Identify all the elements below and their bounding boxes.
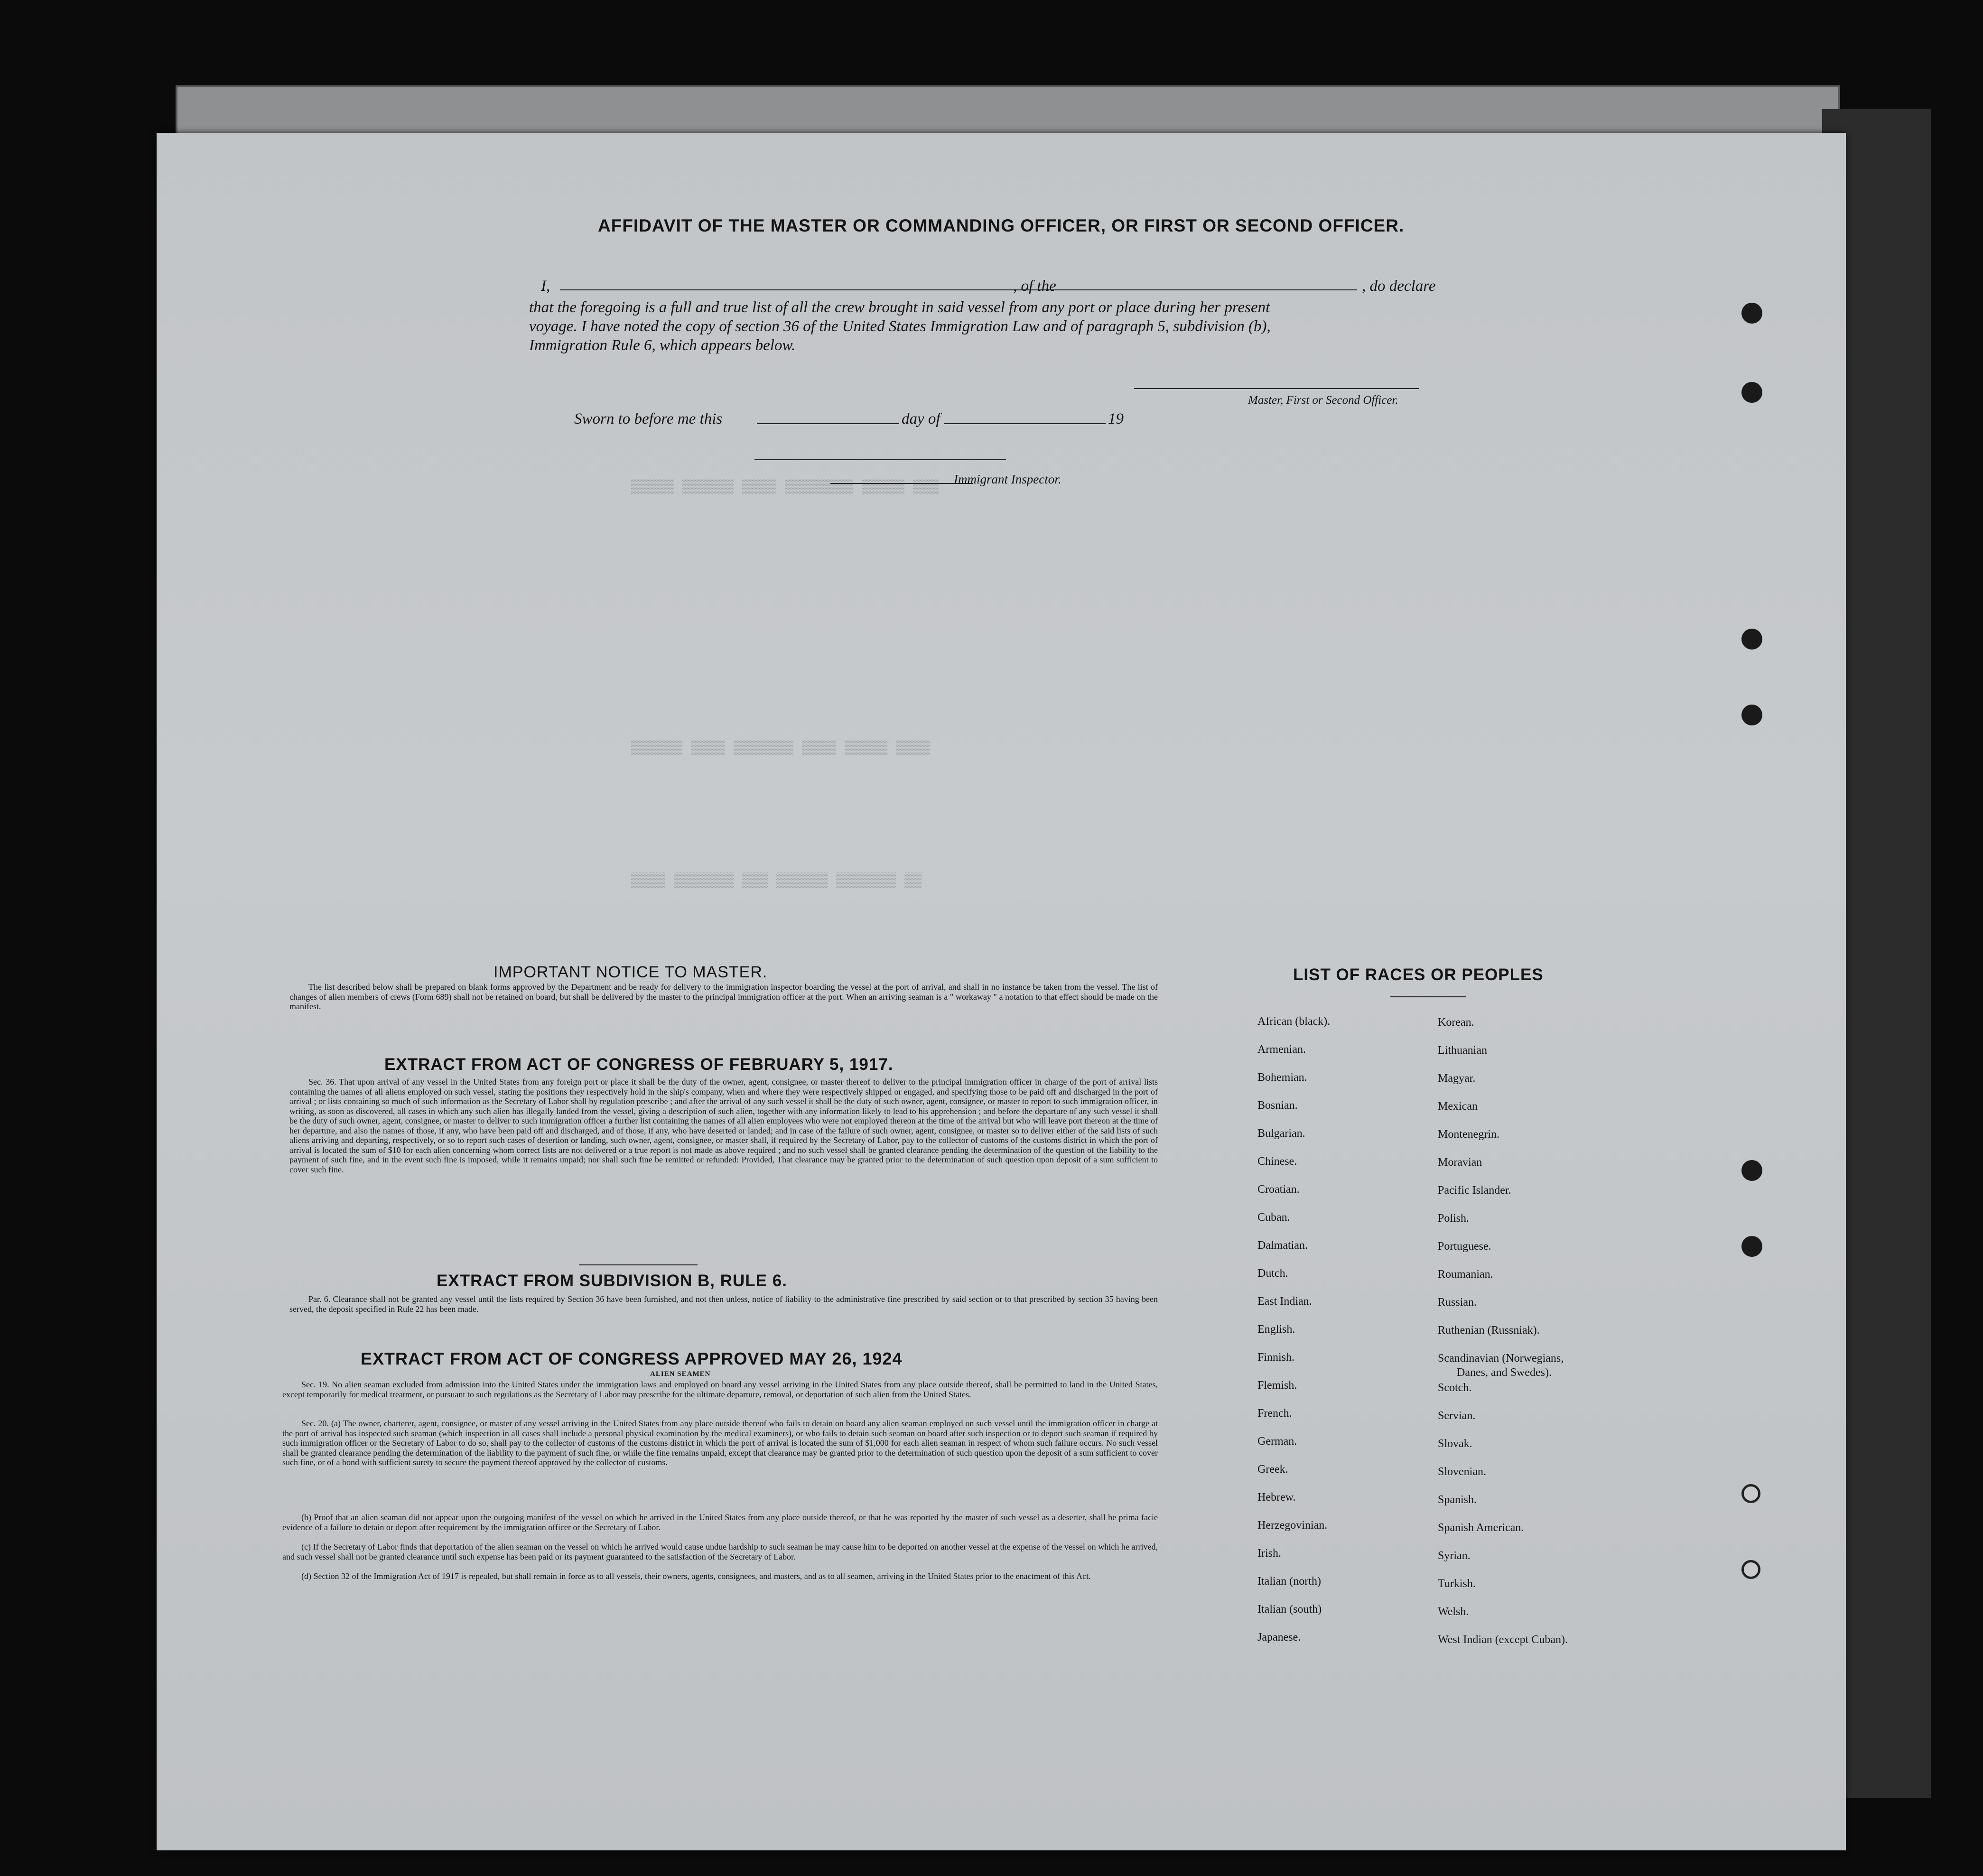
- race-item: East Indian.: [1257, 1295, 1312, 1308]
- race-item: Moravian: [1438, 1156, 1482, 1169]
- race-item: Greek.: [1257, 1463, 1288, 1476]
- race-item: Roumanian.: [1438, 1268, 1493, 1281]
- sec-20a-text: Sec. 20. (a) The owner, charterer, agent, consignee, or master of any vessel arriving in the United States from any place outside thereof who fails to detain on board any alien seaman employed on such vessel until the immigration officer in charge at the port of arrival has inspected such seaman (which inspection in all cases shall include a personal physical examination by the medical examiners), or who fails to detain such seaman on board after such inspection or to deport such seaman if required by such immigration officer or the Secretary of Labor to do so, shall pay to the collector of customs of the customs district in which the port of arrival is located the sum of $1,000 for each alien seaman in respect of whom such failure occurs. No such vessel shall be granted clearance pending the determination of the liability to the payment of such fine, or while the fine remains unpaid, except that clearance may be granted prior to the determination of such question upon the deposit of a sum sufficient to cover such fine, or of a bond with sufficient surety to secure the payment thereof approved by the collector of customs.: [282, 1419, 1158, 1467]
- race-item: Flemish.: [1257, 1379, 1297, 1392]
- race-item: Lithuanian: [1438, 1044, 1487, 1057]
- race-item: Korean.: [1438, 1016, 1474, 1029]
- notice-title: IMPORTANT NOTICE TO MASTER.: [493, 963, 768, 981]
- extract-1924-title: EXTRACT FROM ACT OF CONGRESS APPROVED MAY 26, 1924: [361, 1349, 903, 1368]
- sec-20b-text: (b) Proof that an alien seaman did not appear upon the outgoing manifest of the vessel on which he arrived in the United States from any place outside thereof, or that he was reported by the master of such vessel as a deserter, shall be prima facie evidence of a failure to detain or deport after requirement by the immigration officer or the Secretary of Labor.: [282, 1513, 1158, 1532]
- reinforced-punch-hole: [1741, 1560, 1760, 1579]
- race-item: Chinese.: [1257, 1155, 1297, 1168]
- race-item: West Indian (except Cuban).: [1438, 1634, 1568, 1646]
- affidavit-line-4: Immigration Rule 6, which appears below.: [529, 337, 796, 354]
- document-page: [157, 133, 1846, 1850]
- year-prefix: 19: [1108, 410, 1124, 427]
- subdivision-b-title: EXTRACT FROM SUBDIVISION B, RULE 6.: [437, 1272, 787, 1290]
- affidavit-of-the-label: , of the: [1013, 278, 1056, 295]
- race-item: Scandinavian (Norwegians,: [1438, 1352, 1564, 1365]
- sec-19-text: Sec. 19. No alien seaman excluded from admission into the United States under the immigration laws and employed on board any vessel arriving in the United States from any place outside thereof, shall be permitted to land in the United States, except temporarily for medical treatment, or pursuant to such regulations as the Secretary of Labor may prescribe for the ultimate departure, removal, or deportation of such alien from the United States.: [282, 1380, 1158, 1399]
- races-title-underline: [1390, 996, 1466, 997]
- inspector-top-line: [754, 459, 1006, 460]
- race-item: Syrian.: [1438, 1550, 1471, 1562]
- race-item: Turkish.: [1438, 1578, 1476, 1590]
- race-item: Mexican: [1438, 1100, 1478, 1113]
- sworn-month-line: [944, 423, 1106, 424]
- name-line: [560, 289, 1153, 290]
- race-item: Italian (south): [1257, 1603, 1322, 1616]
- race-item: Armenian.: [1257, 1043, 1306, 1056]
- bleed-through-text: ▒▒▒▒▒ ▒▒▒▒▒▒ ▒▒▒▒ ▒▒▒▒▒▒▒▒ ▒▒▒▒▒ ▒▒▒: [631, 479, 939, 495]
- race-item: Pacific Islander.: [1438, 1184, 1511, 1197]
- race-item: Russian.: [1438, 1296, 1477, 1309]
- race-item: Japanese.: [1257, 1631, 1301, 1644]
- race-item: Scotch.: [1438, 1382, 1472, 1394]
- subdivision-b-body: Par. 6. Clearance shall not be granted any vessel until the lists required by Section 36 have been furnished, and not then unless, notice of liability to the administrative fine prescribed by said section or to that prescribed by section 35 having been served, the deposit specified in Rule 22 has been made.: [289, 1294, 1158, 1314]
- race-item: Montenegrin.: [1438, 1128, 1499, 1141]
- races-title: LIST OF RACES OR PEOPLES: [1293, 966, 1544, 984]
- day-of-label: day of: [902, 410, 940, 427]
- vessel-line: [1072, 289, 1357, 290]
- sec-20d-text: (d) Section 32 of the Immigration Act of 1917 is repealed, but shall remain in force as to all vessels, their owners, agents, consignees, and masters, and as to all seamen, arriving in the United States prior to the enactment of this Act.: [301, 1571, 1091, 1581]
- inspector-signature-line: [830, 483, 973, 484]
- bleed-through-text: ▒▒▒▒▒▒ ▒▒▒▒ ▒▒▒▒▒▒▒ ▒▒▒▒ ▒▒▒▒▒ ▒▒▒▒: [631, 740, 931, 756]
- master-signature-label: Master, First or Second Officer.: [1248, 394, 1398, 407]
- reinforced-punch-hole: [1741, 1484, 1760, 1503]
- extract-1924-subtitle: ALIEN SEAMEN: [650, 1370, 711, 1378]
- affidavit-i-label: I,: [541, 278, 550, 295]
- extract-1917-title: EXTRACT FROM ACT OF CONGRESS OF FEBRUARY 5, 1917.: [384, 1055, 894, 1074]
- race-item: Dutch.: [1257, 1267, 1288, 1280]
- race-item: Slovenian.: [1438, 1466, 1486, 1478]
- race-item: Magyar.: [1438, 1072, 1476, 1085]
- affidavit-title: AFFIDAVIT OF THE MASTER OR COMMANDING OFFICER, OR FIRST OR SECOND OFFICER.: [598, 216, 1405, 235]
- sec-20c-text: (c) If the Secretary of Labor finds that deportation of the alien seaman on the vessel on which he arrived would cause undue hardship to such seaman he may cause him to be deported on another vessel at the expense of the vessel on which he arrived, and such vessel shall not be granted clearance until such expense has been paid or its payment guaranteed to the satisfaction of the Secretary of Labor.: [282, 1542, 1158, 1561]
- race-item: Spanish American.: [1438, 1522, 1524, 1534]
- sworn-label: Sworn to before me this: [574, 410, 723, 427]
- race-item: Bosnian.: [1257, 1099, 1298, 1112]
- race-item: Servian.: [1438, 1410, 1476, 1422]
- affidavit-declare-label: , do declare: [1362, 278, 1436, 295]
- race-item: Welsh.: [1438, 1606, 1469, 1618]
- race-item: Irish.: [1257, 1547, 1281, 1560]
- race-item: Portuguese.: [1438, 1240, 1491, 1253]
- race-item: Cuban.: [1257, 1211, 1290, 1224]
- sworn-day-line: [757, 423, 899, 424]
- punch-hole: [1741, 1160, 1762, 1181]
- extract-1917-body: Sec. 36. That upon arrival of any vessel in the United States from any foreign port or place it shall be the duty of the owner, agent, consignee, or master thereof to deliver to the principal immigration officer in charge of the port of arrival lists containing the names of all aliens employed on such vessel, stating the positions they respectively hold in the ship's company, when and where they were respectively shipped or engaged, and specifying those to be paid off and discharged in the port of arrival ; or lists containing so much of such information as the Secretary of Labor shall by regulation prescribe ; and after the arrival of any such vessel it shall be the duty of such owner, agent, consignee, or master to report to such immigration officer, in writing, as soon as discovered, all cases in which any such alien has illegally landed from the vessel, giving a description of such alien, together with any information likely to lead to his apprehension ; and before the departure of any such vessel it shall be the duty of such owner, agent, consignee, or master to deliver to such immigration officer a further list containing the names of all alien employees who were not employed thereon at the time of the arrival but who will leave port thereon at the time of her departure, and also the names of those, if any, who have been paid off and discharged, and of those, if any, who have deserted or landed; and in case of the failure of such owner, agent, consignee, or master so to deliver either of the said lists of such aliens arriving and departing, respectively, or so to report such cases of desertion or landing, such owner, agent, consignee, or master shall, if required by the Secretary of Labor, pay to the collector of customs of the customs district in which the port of arrival is located the sum of $10 for each alien concerning whom correct lists are not delivered or a true report is not made as above required ; and no such vessel shall be granted clearance pending the determination of the question of the liability to the payment of such fine, and in the event such fine is imposed, while it remains unpaid; nor shall such fine be remitted or refunded: Provided, That clearance may be granted prior to the determination of such question upon deposit of a sum sufficient to cover such fine.: [289, 1077, 1158, 1174]
- punch-hole: [1741, 1236, 1762, 1257]
- race-item: Slovak.: [1438, 1438, 1472, 1450]
- race-item: Croatian.: [1257, 1183, 1300, 1196]
- race-item: Spanish.: [1438, 1494, 1477, 1506]
- section-divider: [579, 1264, 698, 1265]
- affidavit-line-3: voyage. I have noted the copy of section 36 of the United States Immigration Law and of paragraph 5, subdivision (b),: [529, 318, 1271, 335]
- race-item: Dalmatian.: [1257, 1239, 1308, 1252]
- race-item: Ruthenian (Russniak).: [1438, 1324, 1540, 1337]
- race-item: Hebrew.: [1257, 1491, 1296, 1504]
- race-item: Polish.: [1438, 1212, 1470, 1225]
- race-item: Bulgarian.: [1257, 1127, 1305, 1140]
- race-item: English.: [1257, 1323, 1295, 1336]
- race-item: African (black).: [1257, 1015, 1331, 1028]
- punch-hole: [1741, 705, 1762, 725]
- notice-body: The list described below shall be prepared on blank forms approved by the Department and be ready for delivery to the immigration inspector boarding the vessel at the port of arrival, and shall in no instance be taken from the vessel. The list of changes of alien members of crews (Form 689) shall not be retained on board, but shall be delivered by the master to the principal immigration officer at the port. When an arriving seaman is a " workaway " a notation to that effect should be made on the manifest.: [289, 982, 1158, 1011]
- race-item: German.: [1257, 1435, 1297, 1448]
- punch-hole: [1741, 629, 1762, 650]
- race-item: French.: [1257, 1407, 1292, 1420]
- race-item: Herzegovinian.: [1257, 1519, 1328, 1532]
- race-item: Danes, and Swedes).: [1457, 1366, 1552, 1379]
- race-item: Bohemian.: [1257, 1071, 1307, 1084]
- punch-hole: [1741, 303, 1762, 324]
- inspector-label: Immigrant Inspector.: [954, 472, 1061, 486]
- race-item: Finnish.: [1257, 1351, 1295, 1364]
- race-item: Italian (north): [1257, 1575, 1321, 1588]
- master-signature-line: [1134, 388, 1419, 389]
- affidavit-line-2: that the foregoing is a full and true list of all the crew brought in said vessel from any port or place during her present: [529, 299, 1270, 316]
- bleed-through-text: ▒▒▒▒ ▒▒▒▒▒▒▒ ▒▒▒ ▒▒▒▒▒▒ ▒▒▒▒▒▒▒ ▒▒: [631, 873, 922, 889]
- punch-hole: [1741, 382, 1762, 403]
